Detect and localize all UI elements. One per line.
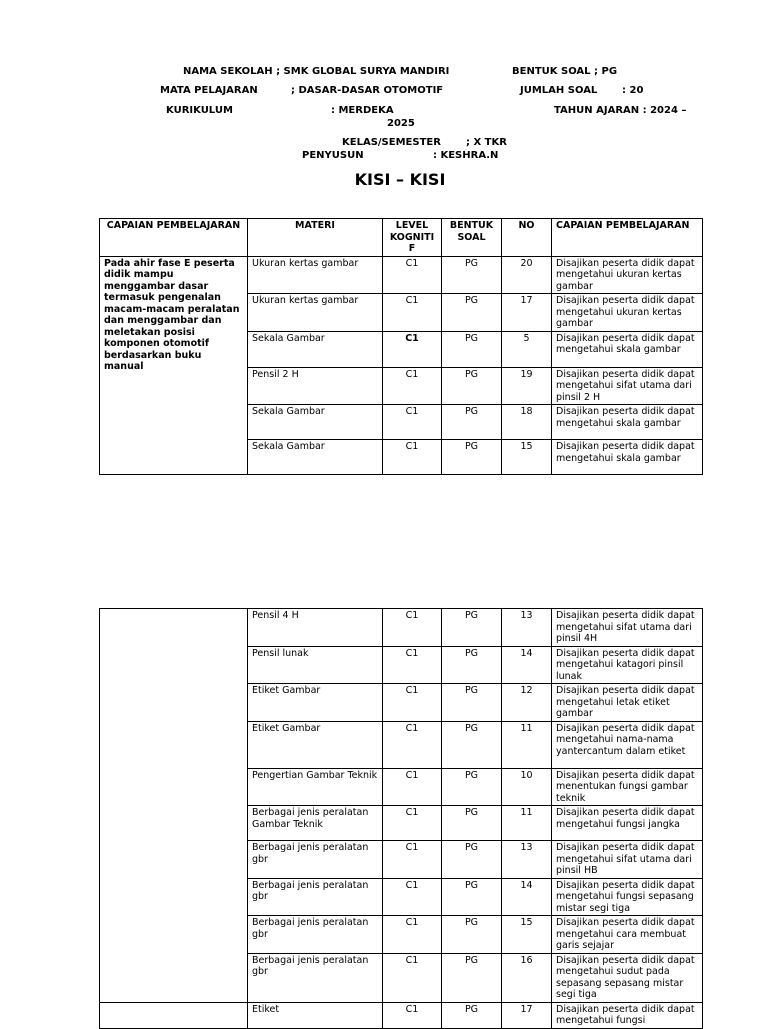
cell-level: C1 — [383, 721, 442, 768]
col-capaian: CAPAIAN PEMBELAJARAN — [100, 219, 248, 257]
cell-bentuk: PG — [442, 405, 502, 440]
cell-materi: Ukuran kertas gambar — [248, 256, 383, 294]
cell-bentuk: PG — [442, 294, 502, 332]
cell-level: C1 — [383, 331, 442, 367]
cell-level: C1 — [383, 256, 442, 294]
cell-no: 18 — [502, 405, 552, 440]
cell-materi: Etiket Gambar — [248, 684, 383, 722]
cell-bentuk: PG — [442, 878, 502, 916]
cell-materi: Berbagai jenis peralatan gbr — [248, 916, 383, 954]
cell-level: C1 — [383, 841, 442, 879]
cell-level: C1 — [383, 440, 442, 475]
cell-no: 15 — [502, 440, 552, 475]
col-level: LEVEL KOGNITI F — [383, 219, 442, 257]
cell-no: 17 — [502, 294, 552, 332]
cell-bentuk: PG — [442, 440, 502, 475]
cell-bentuk: PG — [442, 721, 502, 768]
cell-no: 14 — [502, 878, 552, 916]
cell-desc: Disajikan peserta didik dapat mengetahui fungsi sepasang mistar segi tiga — [552, 878, 703, 916]
cell-bentuk: PG — [442, 768, 502, 806]
cell-no: 5 — [502, 331, 552, 367]
cell-bentuk: PG — [442, 256, 502, 294]
cell-bentuk: PG — [442, 806, 502, 841]
table-row — [100, 256, 703, 294]
cell-bentuk: PG — [442, 1002, 502, 1028]
cell-bentuk: PG — [442, 609, 502, 647]
cell-materi: Pensil 4 H — [248, 609, 383, 647]
cell-level: C1 — [383, 768, 442, 806]
cell-desc: Disajikan peserta didik dapat mengetahui fungsi — [552, 1002, 703, 1028]
cell-desc: Disajikan peserta didik dapat mengetahui sudut pada sepasang sepasang mistar segi tiga — [552, 953, 703, 1002]
cell-desc: Disajikan peserta didik dapat menentukan fungsi gambar teknik — [552, 768, 703, 806]
mata-pelajaran-label: MATA PELAJARAN — [160, 85, 258, 96]
kisi-table-1 — [99, 218, 703, 475]
cell-bentuk: PG — [442, 646, 502, 684]
cell-no: 19 — [502, 367, 552, 405]
table-row — [100, 609, 703, 647]
penyusun-label: PENYUSUN — [302, 150, 364, 161]
cell-desc: Disajikan peserta didik dapat mengetahui cara membuat garis sejajar — [552, 916, 703, 954]
cell-materi: Sekala Gambar — [248, 440, 383, 475]
mata-pelajaran-value: ; DASAR-DASAR OTOMOTIF — [291, 85, 444, 96]
jumlah-soal-value: : 20 — [622, 85, 644, 96]
cell-bentuk: PG — [442, 841, 502, 879]
cell-desc: Disajikan peserta didik dapat mengetahui ukuran kertas gambar — [552, 294, 703, 332]
cell-no: 11 — [502, 721, 552, 768]
table-row — [100, 1002, 703, 1028]
cell-materi: Berbagai jenis peralatan gbr — [248, 953, 383, 1002]
cell-materi: Pensil lunak — [248, 646, 383, 684]
cell-materi: Pensil 2 H — [248, 367, 383, 405]
cell-level: C1 — [383, 405, 442, 440]
cell-no: 11 — [502, 806, 552, 841]
kisi-table-2 — [99, 608, 703, 1029]
cell-materi: Etiket Gambar — [248, 721, 383, 768]
cell-desc: Disajikan peserta didik dapat mengetahui sifat utama dari pinsil 4H — [552, 609, 703, 647]
cell-level: C1 — [383, 294, 442, 332]
cell-desc: Disajikan peserta didik dapat mengetahui skala gambar — [552, 405, 703, 440]
cell-materi: Etiket — [248, 1002, 383, 1028]
cell-no: 13 — [502, 609, 552, 647]
cell-no: 13 — [502, 841, 552, 879]
tahun-ajaran: TAHUN AJARAN : 2024 – — [554, 105, 687, 116]
cell-no: 10 — [502, 768, 552, 806]
cell-level: C1 — [383, 609, 442, 647]
cell-no: 16 — [502, 953, 552, 1002]
cell-no: 17 — [502, 1002, 552, 1028]
col-bentuk: BENTUK SOAL — [442, 219, 502, 257]
cell-level: C1 — [383, 367, 442, 405]
kelas-label: KELAS/SEMESTER — [342, 137, 441, 148]
cell-desc: Disajikan peserta didik dapat mengetahui ukuran kertas gambar — [552, 256, 703, 294]
cell-materi: Berbagai jenis peralatan gbr — [248, 878, 383, 916]
cell-bentuk: PG — [442, 953, 502, 1002]
col-capaian-2: CAPAIAN PEMBELAJARAN — [552, 219, 703, 257]
cell-desc: Disajikan peserta didik dapat mengetahui skala gambar — [552, 440, 703, 475]
cell-desc: Disajikan peserta didik dapat mengetahui sifat utama dari pinsil 2 H — [552, 367, 703, 405]
cell-no: 14 — [502, 646, 552, 684]
cell-desc: Disajikan peserta didik dapat mengetahui letak etiket gambar — [552, 684, 703, 722]
cell-materi: Ukuran kertas gambar — [248, 294, 383, 332]
cell-desc: Disajikan peserta didik dapat mengetahui nama-nama yantercantum dalam etiket — [552, 721, 703, 768]
cell-level: C1 — [383, 806, 442, 841]
cell-level: C1 — [383, 684, 442, 722]
penyusun-value: : KESHRA.N — [433, 150, 499, 161]
cell-bentuk: PG — [442, 367, 502, 405]
cell-desc: Disajikan peserta didik dapat mengetahui katagori pinsil lunak — [552, 646, 703, 684]
capaian-cell — [100, 1002, 248, 1028]
cell-bentuk: PG — [442, 331, 502, 367]
kelas-value: ; X TKR — [466, 137, 507, 148]
cell-level: C1 — [383, 646, 442, 684]
bentuk-soal: BENTUK SOAL ; PG — [512, 66, 618, 77]
cell-no: 12 — [502, 684, 552, 722]
cell-materi: Sekala Gambar — [248, 405, 383, 440]
cell-desc: Disajikan peserta didik dapat mengetahui fungsi jangka — [552, 806, 703, 841]
cell-materi: Sekala Gambar — [248, 331, 383, 367]
capaian-cell — [100, 609, 248, 1003]
jumlah-soal-label: JUMLAH SOAL — [520, 85, 598, 96]
cell-level: C1 — [383, 1002, 442, 1028]
cell-desc: Disajikan peserta didik dapat mengetahui sifat utama dari pinsil HB — [552, 841, 703, 879]
kurikulum-label: KURIKULUM — [166, 105, 233, 116]
col-no: NO — [502, 219, 552, 257]
kurikulum-value: : MERDEKA — [331, 105, 394, 116]
cell-no: 15 — [502, 916, 552, 954]
cell-no: 20 — [502, 256, 552, 294]
cell-materi: Pengertian Gambar Teknik — [248, 768, 383, 806]
cell-bentuk: PG — [442, 916, 502, 954]
page-title: KISI – KISI — [354, 170, 446, 189]
cell-materi: Berbagai jenis peralatan gbr — [248, 841, 383, 879]
cell-materi: Berbagai jenis peralatan Gambar Teknik — [248, 806, 383, 841]
cell-level: C1 — [383, 916, 442, 954]
nama-sekolah: NAMA SEKOLAH ; SMK GLOBAL SURYA MANDIRI — [183, 66, 450, 77]
cell-desc: Disajikan peserta didik dapat mengetahui skala gambar — [552, 331, 703, 367]
cell-level: C1 — [383, 878, 442, 916]
cell-level: C1 — [383, 953, 442, 1002]
tahun-ajaran-end: 2025 — [387, 118, 415, 129]
col-materi: MATERI — [248, 219, 383, 257]
capaian-cell: Pada ahir fase E peserta didik mampu menggambar dasar termasuk pengenalan macam-macam peralatan dan menggambar dan meletakan posisi komponen otomotif berdasarkan buku manual — [100, 256, 248, 475]
cell-bentuk: PG — [442, 684, 502, 722]
